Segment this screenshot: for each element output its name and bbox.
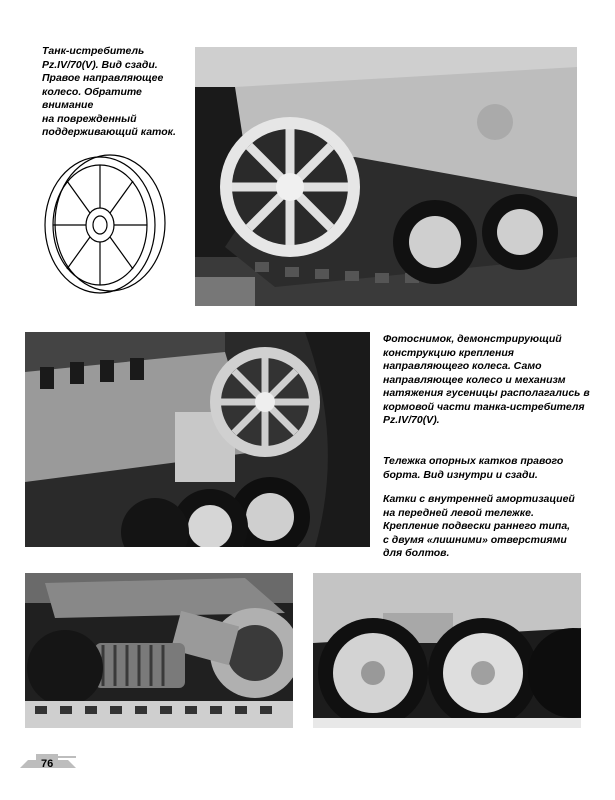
caption-road-wheels: Катки с внутренней амортизацией на передней левой тележке. Крепление подвески раннего типа, с двумя «лишними» отверстиями для болтов.: [383, 493, 575, 559]
caption-idler-mount: Фотоснимок, демонстрирующий конструкцию крепления направляющего колеса. Само направляющее колесо и механизм натяжения гусеницы располагались в кормовой части танка-истребителя Pz.IV/70(V).: [383, 333, 590, 426]
photo-idler-mount: [25, 332, 370, 547]
page-number: 76: [41, 758, 54, 770]
photo-road-wheels: [313, 573, 581, 728]
photo-idler-mount-image: [25, 332, 370, 547]
drawing-idler-wheel: [25, 143, 185, 303]
photo-bogie-inside: [25, 573, 293, 728]
photo-idler-wheel-rear-image: [195, 47, 577, 306]
caption-idler-wheel: Танк-истребитель Pz.IV/70(V). Вид сзади. Правое направляющее колесо. Обратите внимание на поврежденный поддерживающий каток.: [42, 45, 176, 138]
drawing-idler-wheel-image: [25, 143, 185, 303]
photo-idler-wheel-rear: [195, 47, 577, 306]
photo-bogie-inside-image: [25, 573, 293, 728]
caption-bogie: Тележка опорных катков правого борта. Вид изнутри и сзади.: [383, 455, 564, 481]
photo-road-wheels-image: [313, 573, 581, 728]
